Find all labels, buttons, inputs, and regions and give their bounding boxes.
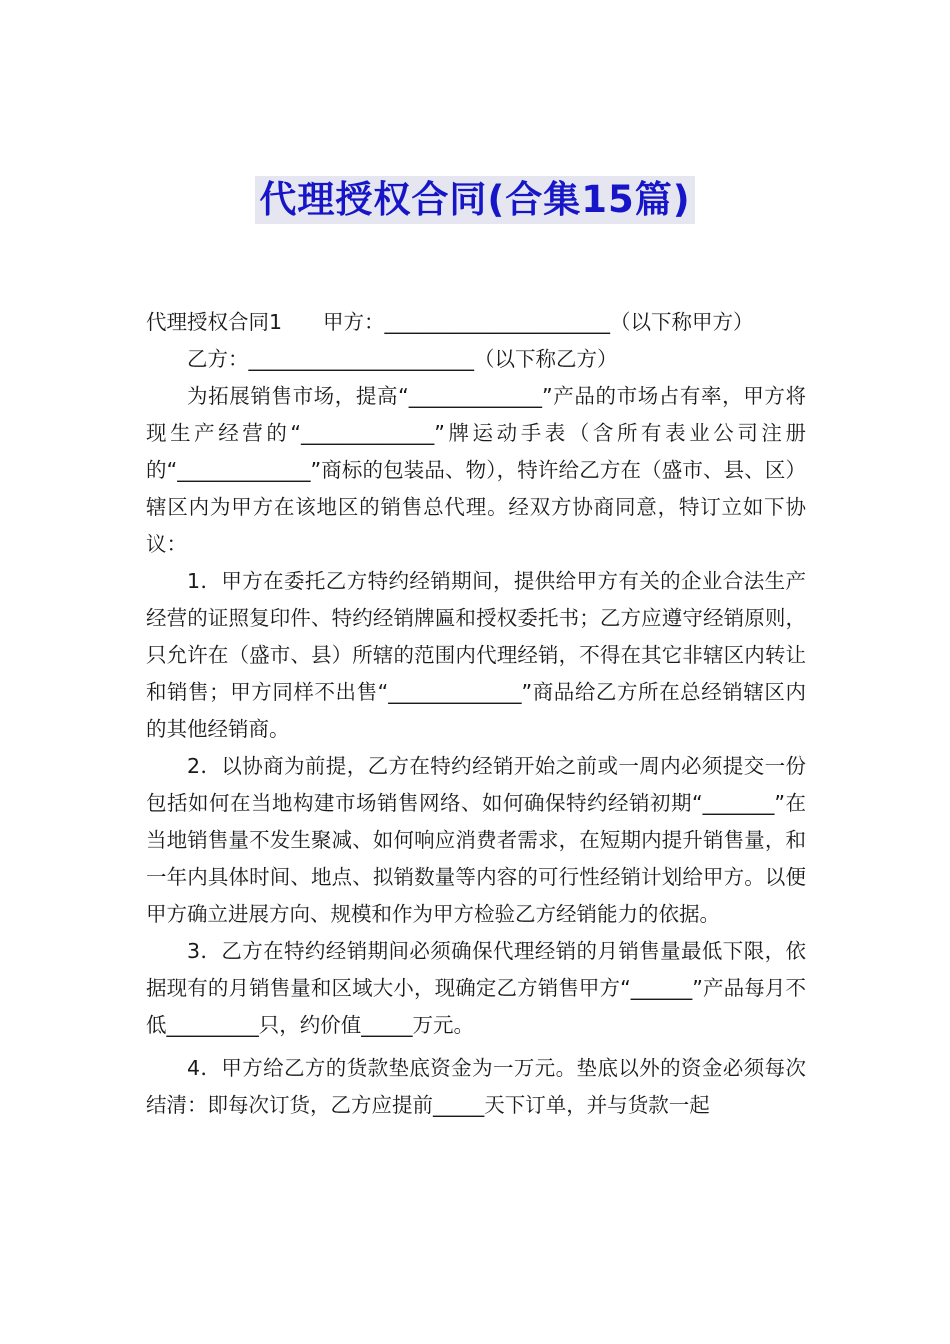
paragraph-intro: 为拓展销售市场，提高“_____________”产品的市场占有率，甲方将现生产经营的“_____________”牌运动手表（含所有表业公司注册的“_____________”商标的包装品、物），特许给乙方在（盛市、县、区）辖区内为甲方在该地区的销售总代理。经双方协商同意，特订立如下协议： xyxy=(146,384,806,556)
document-body xyxy=(146,304,806,1124)
clause-4: 4．甲方给乙方的货款垫底资金为一万元。垫底以外的资金必须每次结清：即每次订货，乙方应提前_____天下订单，并与货款一起 xyxy=(146,1056,806,1117)
clause-1: 1．甲方在委托乙方特约经销期间，提供给甲方有关的企业合法生产经营的证照复印件、特约经销牌匾和授权委托书；乙方应遵守经销原则，只允许在（盛市、县）所辖的范围内代理经销，不得在其它非辖区内转让和销售；甲方同样不出售“_____________”商品给乙方所在总经销辖区内的其他经销商。 xyxy=(146,569,806,741)
clause-2: 2．以协商为前提，乙方在特约经销开始之前或一周内必须提交一份包括如何在当地构建市场销售网络、如何确保特约经销初期“_______”在当地销售量不发生聚减、如何响应消费者需求，在短期内提升销售量，和一年内具体时间、地点、拟销数量等内容的可行性经销计划给甲方。以便甲方确立进展方向、规模和作为甲方检验乙方经销能力的依据。 xyxy=(146,754,806,926)
clause-3: 3．乙方在特约经销期间必须确保代理经销的月销售量最低下限，依据现有的月销售量和区域大小，现确定乙方销售甲方“______”产品每月不低_________只，约价值_____万元。 xyxy=(146,939,806,1037)
paragraph-header: 代理授权合同1 甲方：______________________（以下称甲方） xyxy=(146,310,754,334)
paragraph-party-b: 乙方：______________________（以下称乙方） xyxy=(187,347,618,371)
title-container xyxy=(0,176,950,224)
document-title: 代理授权合同(合集15篇) xyxy=(255,176,694,224)
